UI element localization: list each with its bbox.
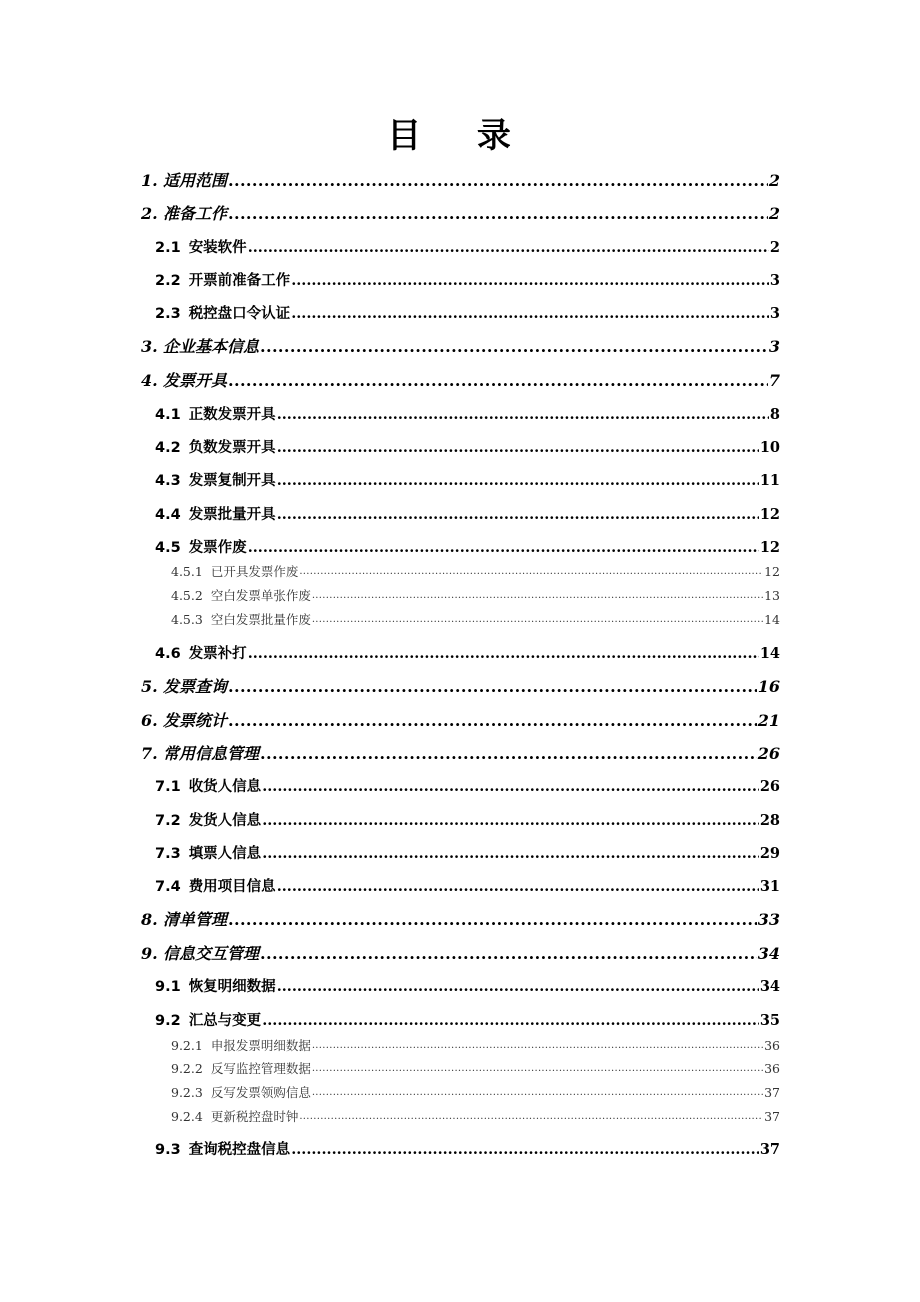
toc-entry-level1[interactable] bbox=[141, 909, 780, 931]
toc-entry-page: 14 bbox=[759, 645, 780, 662]
toc-entry-level2[interactable] bbox=[155, 1140, 780, 1160]
toc-entry-title: 信息交互管理 bbox=[163, 944, 260, 963]
toc-entry-page: 34 bbox=[757, 944, 780, 963]
toc-entry-page: 21 bbox=[757, 711, 780, 730]
toc-dot-leader bbox=[277, 977, 759, 997]
toc-entry-title: 申报发票明细数据 bbox=[210, 1038, 311, 1053]
toc-entry-title: 查询税控盘信息 bbox=[188, 1142, 291, 1158]
toc-entry-page: 33 bbox=[757, 910, 780, 929]
toc-entry-number: 4.5 bbox=[155, 540, 181, 556]
toc-dot-leader bbox=[260, 943, 757, 965]
toc-entry-number: 9. bbox=[141, 944, 158, 963]
toc-entry-title: 适用范围 bbox=[163, 171, 228, 190]
toc-entry-page: 12 bbox=[764, 564, 780, 579]
toc-entry-level2[interactable] bbox=[155, 877, 780, 897]
toc-entry-level1[interactable] bbox=[141, 943, 780, 965]
toc-dot-leader bbox=[312, 1084, 763, 1102]
toc-entry-page: 37 bbox=[764, 1085, 780, 1100]
toc-entry-title: 反写监控管理数据 bbox=[210, 1061, 311, 1076]
toc-entry-level2[interactable] bbox=[155, 304, 780, 324]
toc-entry-title: 发票批量开具 bbox=[188, 507, 276, 523]
toc-entry-level1[interactable] bbox=[141, 370, 780, 392]
toc-dot-leader bbox=[260, 743, 757, 765]
toc-entry-number: 3. bbox=[141, 337, 158, 356]
toc-entry-number: 4.5.3 bbox=[171, 612, 203, 627]
toc-entry-number: 4.5.1 bbox=[171, 564, 203, 579]
toc-entry-page: 2 bbox=[768, 204, 780, 223]
toc-entry-title: 发票复制开具 bbox=[188, 473, 276, 489]
toc-dot-leader bbox=[291, 271, 769, 291]
toc-dot-leader bbox=[312, 1060, 763, 1078]
toc-entry-title: 正数发票开具 bbox=[188, 407, 276, 423]
toc-entry-page: 13 bbox=[764, 588, 780, 603]
toc-dot-leader bbox=[248, 238, 769, 258]
toc-entry-page: 26 bbox=[759, 778, 780, 795]
toc-entry-level2[interactable] bbox=[155, 644, 780, 664]
toc-entry-number: 9.2.4 bbox=[171, 1109, 203, 1124]
toc-entry-level1[interactable] bbox=[141, 203, 780, 225]
toc-entry-page: 28 bbox=[759, 812, 780, 829]
toc-entry-page: 36 bbox=[764, 1038, 780, 1053]
toc-entry-number: 4.4 bbox=[155, 507, 181, 523]
toc-dot-leader bbox=[299, 563, 763, 581]
toc-entry-title: 汇总与变更 bbox=[188, 1013, 262, 1029]
toc-dot-leader bbox=[228, 203, 768, 225]
toc-entry-page: 11 bbox=[759, 472, 780, 489]
toc-entry-level1[interactable] bbox=[141, 710, 780, 732]
toc-dot-leader bbox=[277, 438, 759, 458]
toc-entry-title: 企业基本信息 bbox=[163, 337, 260, 356]
toc-entry-page: 29 bbox=[759, 845, 780, 862]
toc-entry-page: 12 bbox=[759, 506, 780, 523]
toc-entry-page: 7 bbox=[768, 371, 780, 390]
toc-entry-level3[interactable] bbox=[171, 1108, 780, 1126]
toc-dot-leader bbox=[228, 370, 768, 392]
toc-entry-number: 9.1 bbox=[155, 979, 181, 995]
toc-entry-title: 发票查询 bbox=[163, 677, 228, 696]
toc-dot-leader bbox=[228, 909, 757, 931]
toc-entry-title: 填票人信息 bbox=[188, 846, 262, 862]
toc-entry-page: 35 bbox=[759, 1012, 780, 1029]
toc-entry-level2[interactable] bbox=[155, 1011, 780, 1031]
toc-entry-page: 2 bbox=[769, 239, 780, 256]
toc-entry-number: 1. bbox=[141, 171, 158, 190]
toc-entry-title: 常用信息管理 bbox=[163, 744, 260, 763]
toc-entry-number: 9.2.3 bbox=[171, 1085, 203, 1100]
toc-entry-title: 空白发票单张作废 bbox=[210, 588, 311, 603]
toc-entry-level1[interactable] bbox=[141, 336, 780, 358]
toc-entry-page: 16 bbox=[757, 677, 780, 696]
toc-entry-number: 2.1 bbox=[155, 240, 181, 256]
toc-entry-level1[interactable] bbox=[141, 170, 780, 192]
toc-entry-title: 发货人信息 bbox=[188, 813, 262, 829]
toc-entry-page: 36 bbox=[764, 1061, 780, 1076]
toc-entry-page: 12 bbox=[759, 539, 780, 556]
toc-entry-level3[interactable] bbox=[171, 587, 780, 605]
toc-entry-title: 税控盘口令认证 bbox=[188, 306, 291, 322]
toc-dot-leader bbox=[248, 644, 759, 664]
toc-entry-level2[interactable] bbox=[155, 238, 780, 258]
toc-dot-leader bbox=[277, 877, 759, 897]
toc-entry-number: 4.2 bbox=[155, 440, 181, 456]
toc-entry-number: 5. bbox=[141, 677, 158, 696]
toc-entry-number: 9.2.1 bbox=[171, 1038, 203, 1053]
toc-entry-number: 4.6 bbox=[155, 646, 181, 662]
toc-entry-level2[interactable] bbox=[155, 844, 780, 864]
page-title: 目 录 bbox=[387, 116, 533, 156]
toc-dot-leader bbox=[248, 538, 759, 558]
toc-entry-page: 10 bbox=[759, 439, 780, 456]
toc-entry-level2[interactable] bbox=[155, 271, 780, 291]
toc-dot-leader bbox=[260, 336, 768, 358]
toc-dot-leader bbox=[262, 844, 759, 864]
toc-dot-leader bbox=[291, 1140, 759, 1160]
toc-entry-level2[interactable] bbox=[155, 538, 780, 558]
toc-entry-number: 7.1 bbox=[155, 779, 181, 795]
toc-dot-leader bbox=[228, 710, 757, 732]
toc-dot-leader bbox=[312, 611, 763, 629]
toc-entry-title: 已开具发票作废 bbox=[210, 564, 299, 579]
toc-entry-number: 7. bbox=[141, 744, 158, 763]
toc-entry-title: 发票补打 bbox=[188, 646, 247, 662]
toc-entry-title: 反写发票领购信息 bbox=[210, 1085, 311, 1100]
toc-entry-level3[interactable] bbox=[171, 563, 780, 581]
toc-entry-level3[interactable] bbox=[171, 611, 780, 629]
toc-entry-number: 4.3 bbox=[155, 473, 181, 489]
toc-entry-page: 34 bbox=[759, 978, 780, 995]
toc-entry-page: 37 bbox=[759, 1141, 780, 1158]
toc-entry-level3[interactable] bbox=[171, 1060, 780, 1078]
toc-dot-leader bbox=[312, 1037, 763, 1055]
toc-dot-leader bbox=[277, 471, 759, 491]
toc-entry-number: 9.3 bbox=[155, 1142, 181, 1158]
toc-dot-leader bbox=[312, 587, 763, 605]
toc-entry-title: 更新税控盘时钟 bbox=[210, 1109, 299, 1124]
toc-dot-leader bbox=[262, 811, 759, 831]
toc-entry-title: 发票开具 bbox=[163, 371, 228, 390]
toc-dot-leader bbox=[228, 676, 757, 698]
toc-entry-level1[interactable] bbox=[141, 676, 780, 698]
toc-entry-page: 3 bbox=[769, 305, 780, 322]
toc-entry-number: 4. bbox=[141, 371, 158, 390]
toc-dot-leader bbox=[277, 405, 769, 425]
toc-entry-title: 恢复明细数据 bbox=[188, 979, 276, 995]
toc-entry-level2[interactable] bbox=[155, 471, 780, 491]
toc-entry-level1[interactable] bbox=[141, 743, 780, 765]
toc-entry-number: 2.2 bbox=[155, 273, 181, 289]
toc-entry-number: 7.3 bbox=[155, 846, 181, 862]
toc-entry-title: 费用项目信息 bbox=[188, 879, 276, 895]
toc-dot-leader bbox=[277, 505, 759, 525]
toc-entry-title: 发票作废 bbox=[188, 540, 247, 556]
toc-entry-title: 收货人信息 bbox=[188, 779, 262, 795]
toc-entry-title: 准备工作 bbox=[163, 204, 228, 223]
toc-entry-level3[interactable] bbox=[171, 1037, 780, 1055]
toc-entry-number: 4.5.2 bbox=[171, 588, 203, 603]
toc-entry-title: 负数发票开具 bbox=[188, 440, 276, 456]
toc-entry-title: 空白发票批量作废 bbox=[210, 612, 311, 627]
toc-entry-number: 2.3 bbox=[155, 306, 181, 322]
toc-entry-level2[interactable] bbox=[155, 977, 780, 997]
toc-entry-title: 开票前准备工作 bbox=[188, 273, 291, 289]
toc-dot-leader bbox=[291, 304, 769, 324]
toc-entry-page: 31 bbox=[759, 878, 780, 895]
toc-entry-level2[interactable] bbox=[155, 438, 780, 458]
toc-entry-number: 9.2 bbox=[155, 1013, 181, 1029]
toc-entry-level3[interactable] bbox=[171, 1084, 780, 1102]
toc-entry-number: 7.4 bbox=[155, 879, 181, 895]
toc-entry-number: 2. bbox=[141, 204, 158, 223]
toc-entry-page: 37 bbox=[764, 1109, 780, 1124]
toc-entry-number: 6. bbox=[141, 711, 158, 730]
toc-entry-number: 4.1 bbox=[155, 407, 181, 423]
toc-entry-number: 7.2 bbox=[155, 813, 181, 829]
toc-entry-number: 8. bbox=[141, 910, 158, 929]
toc-entry-page: 3 bbox=[769, 272, 780, 289]
toc-entry-title: 清单管理 bbox=[163, 910, 228, 929]
toc-dot-leader bbox=[262, 777, 759, 797]
toc-entry-page: 3 bbox=[768, 337, 780, 356]
toc-entry-level2[interactable] bbox=[155, 405, 780, 425]
toc-entry-title: 安装软件 bbox=[188, 240, 247, 256]
toc-entry-page: 2 bbox=[768, 171, 780, 190]
toc-entry-page: 26 bbox=[757, 744, 780, 763]
toc-entry-level2[interactable] bbox=[155, 505, 780, 525]
toc-dot-leader bbox=[262, 1011, 759, 1031]
toc-entry-title: 发票统计 bbox=[163, 711, 228, 730]
toc-entry-page: 8 bbox=[769, 406, 780, 423]
toc-entry-level2[interactable] bbox=[155, 777, 780, 797]
toc-entry-page: 14 bbox=[764, 612, 780, 627]
toc-dot-leader bbox=[299, 1108, 763, 1126]
toc-dot-leader bbox=[228, 170, 768, 192]
toc-entry-level2[interactable] bbox=[155, 811, 780, 831]
toc-entry-number: 9.2.2 bbox=[171, 1061, 203, 1076]
